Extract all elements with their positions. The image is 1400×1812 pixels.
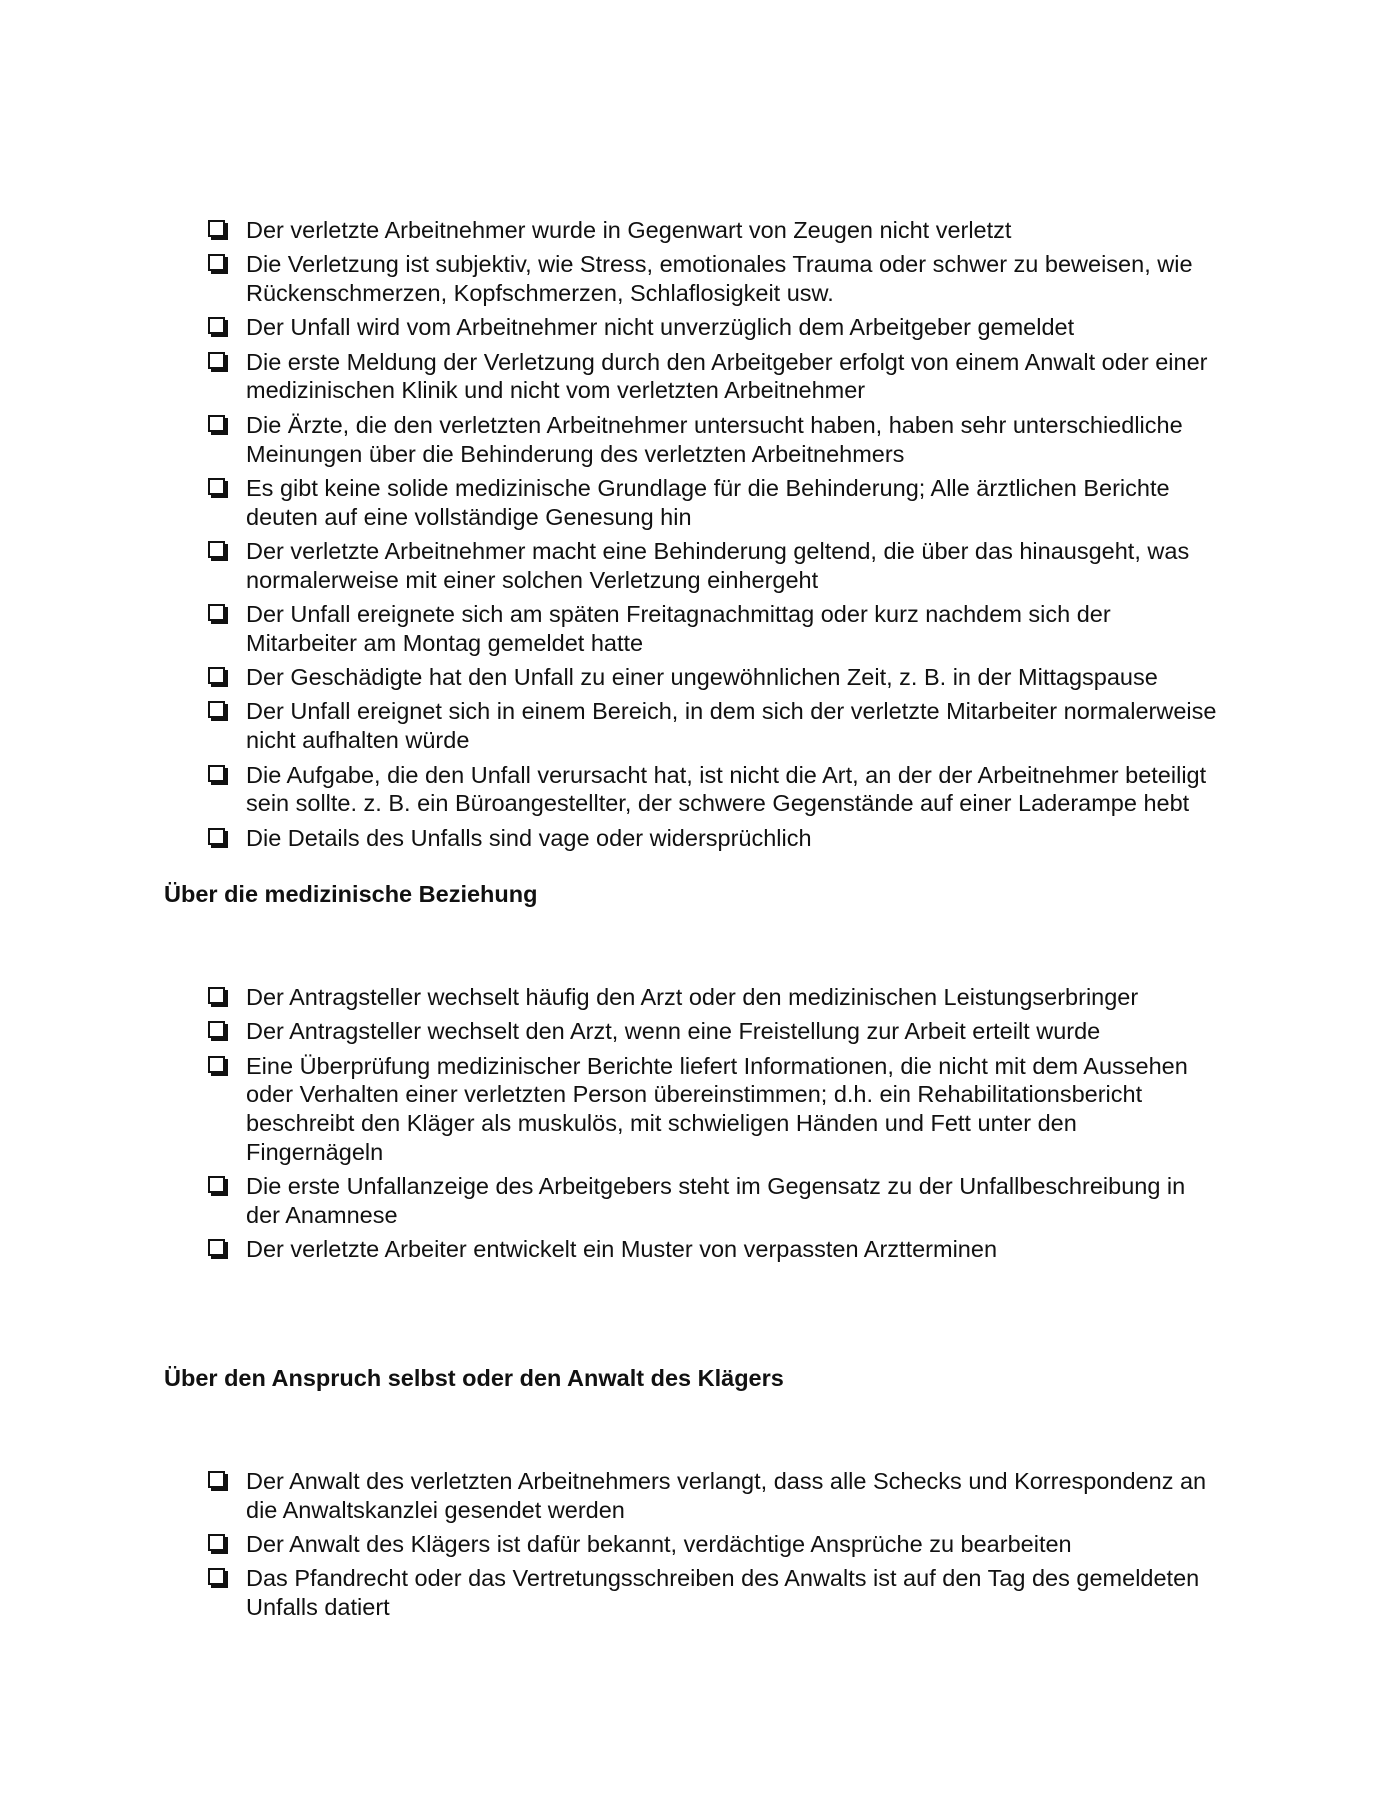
checklist-item-text: Der verletzte Arbeitnehmer macht eine Behinderung geltend, die über das hinausgeht, was normalerweise mit einer solchen Verletzung einhergeht: [246, 537, 1190, 593]
checklist-item-text: Das Pfandrecht oder das Vertretungsschreiben des Anwalts ist auf den Tag des gemeldeten Unfalls datiert: [246, 1565, 1200, 1621]
section-heading-medical: Über die medizinische Beziehung: [164, 881, 538, 907]
checklist-item: [208, 1235, 1218, 1264]
checklist-claim: [208, 1467, 1218, 1627]
checklist-item-text: Die Details des Unfalls sind vage oder widersprüchlich: [246, 824, 812, 851]
checkbox-icon[interactable]: [208, 765, 225, 782]
checkbox-icon[interactable]: [208, 604, 225, 621]
checklist-item: [208, 1017, 1218, 1046]
checkbox-icon[interactable]: [208, 1021, 225, 1038]
checkbox-icon[interactable]: [208, 352, 225, 369]
checklist-item: [208, 348, 1218, 406]
checklist-item: [208, 983, 1218, 1012]
checkbox-icon[interactable]: [208, 828, 225, 845]
checklist-item-text: Die Verletzung ist subjektiv, wie Stress, emotionales Trauma oder schwer zu beweisen, wie Rückenschmerzen, Kopfschmerzen, Schlaflosigkeit usw.: [246, 251, 1193, 307]
checklist-item-text: Der Unfall ereignet sich in einem Bereich, in dem sich der verletzte Mitarbeiter normalerweise nicht aufhalten würde: [246, 698, 1217, 754]
checklist-item: [208, 250, 1218, 308]
checkbox-icon[interactable]: [208, 1176, 225, 1193]
checklist-item: [208, 600, 1218, 658]
checklist-item: [208, 216, 1218, 245]
checklist-item-text: Der Unfall ereignete sich am späten Freitagnachmittag oder kurz nachdem sich der Mitarbeiter am Montag gemeldet hatte: [246, 601, 1111, 656]
section-heading-claim: Über den Anspruch selbst oder den Anwalt des Klägers: [164, 1365, 784, 1391]
checkbox-icon[interactable]: [208, 1534, 225, 1551]
checkbox-icon[interactable]: [208, 987, 225, 1004]
checklist-item: [208, 1172, 1218, 1230]
checkbox-icon[interactable]: [208, 220, 225, 237]
checkbox-icon[interactable]: [208, 1568, 225, 1585]
checklist-item-text: Der Anwalt des Klägers ist dafür bekannt, verdächtige Ansprüche zu bearbeiten: [246, 1531, 1072, 1558]
checklist-item-text: Der Unfall wird vom Arbeitnehmer nicht unverzüglich dem Arbeitgeber gemeldet: [246, 314, 1075, 341]
checklist-item-text: Es gibt keine solide medizinische Grundlage für die Behinderung; Alle ärztlichen Berichte deuten auf eine vollständige Genesung hin: [246, 474, 1170, 530]
checkbox-icon[interactable]: [208, 1239, 225, 1256]
checklist-item-text: Die erste Meldung der Verletzung durch den Arbeitgeber erfolgt von einem Anwalt oder einer medizinischen Klinik und nicht vom verletzten Arbeitnehmer: [246, 348, 1208, 404]
checklist-item: [208, 697, 1218, 755]
checkbox-icon[interactable]: [208, 254, 225, 271]
checklist-item-text: Der Geschädigte hat den Unfall zu einer ungewöhnlichen Zeit, z. B. in der Mittagspause: [246, 664, 1158, 691]
checklist-item: [208, 761, 1218, 819]
checkbox-icon[interactable]: [208, 1056, 225, 1073]
checklist-item-text: Der verletzte Arbeitnehmer wurde in Gegenwart von Zeugen nicht verletzt: [246, 217, 1012, 243]
checkbox-icon[interactable]: [208, 317, 225, 334]
checkbox-icon[interactable]: [208, 667, 225, 684]
checklist-item: [208, 411, 1218, 469]
checklist-item: [208, 1052, 1218, 1167]
checklist-medical: [208, 983, 1218, 1270]
checkbox-icon[interactable]: [208, 541, 225, 558]
checklist-item-text: Die Aufgabe, die den Unfall verursacht hat, ist nicht die Art, an der der Arbeitnehmer beteiligt sein sollte. z. B. ein Büroangestellter, der schwere Gegenstände auf einer Laderampe hebt: [246, 761, 1207, 817]
checkbox-icon[interactable]: [208, 478, 225, 495]
checklist-item-text: Eine Überprüfung medizinischer Berichte liefert Informationen, die nicht mit dem Aussehen oder Verhalten einer verletzten Person übereinstimmen; d.h. ein Rehabilitationsbericht beschreibt den Kläger als muskulös, mit schwieligen Händen und Fett unter den Fingernägeln: [246, 1052, 1188, 1165]
checklist-item-text: Der verletzte Arbeiter entwickelt ein Muster von verpassten Arztterminen: [246, 1236, 998, 1263]
checklist-item: [208, 313, 1218, 342]
checklist-item-text: Der Anwalt des verletzten Arbeitnehmers verlangt, dass alle Schecks und Korrespondenz an die Anwaltskanzlei gesendet werden: [246, 1468, 1207, 1523]
checklist-item-text: Die erste Unfallanzeige des Arbeitgebers steht im Gegensatz zu der Unfallbeschreibung in der Anamnese: [246, 1173, 1186, 1229]
checklist-item: [208, 663, 1218, 692]
checklist-accident: [208, 216, 1218, 858]
checkbox-icon[interactable]: [208, 1471, 225, 1488]
checkbox-icon[interactable]: [208, 415, 225, 432]
checklist-item-text: Der Antragsteller wechselt den Arzt, wenn eine Freistellung zur Arbeit erteilt wurde: [246, 1018, 1101, 1045]
checkbox-icon[interactable]: [208, 701, 225, 718]
checklist-item-text: Der Antragsteller wechselt häufig den Arzt oder den medizinischen Leistungserbringer: [246, 984, 1139, 1010]
checklist-item: [208, 824, 1218, 853]
checklist-item: [208, 474, 1218, 532]
checklist-item: [208, 537, 1218, 595]
checklist-item: [208, 1530, 1218, 1559]
checklist-item: [208, 1467, 1218, 1525]
checklist-item: [208, 1564, 1218, 1622]
checklist-item-text: Die Ärzte, die den verletzten Arbeitnehmer untersucht haben, haben sehr unterschiedliche Meinungen über die Behinderung des verletzten Arbeitnehmers: [246, 411, 1183, 467]
